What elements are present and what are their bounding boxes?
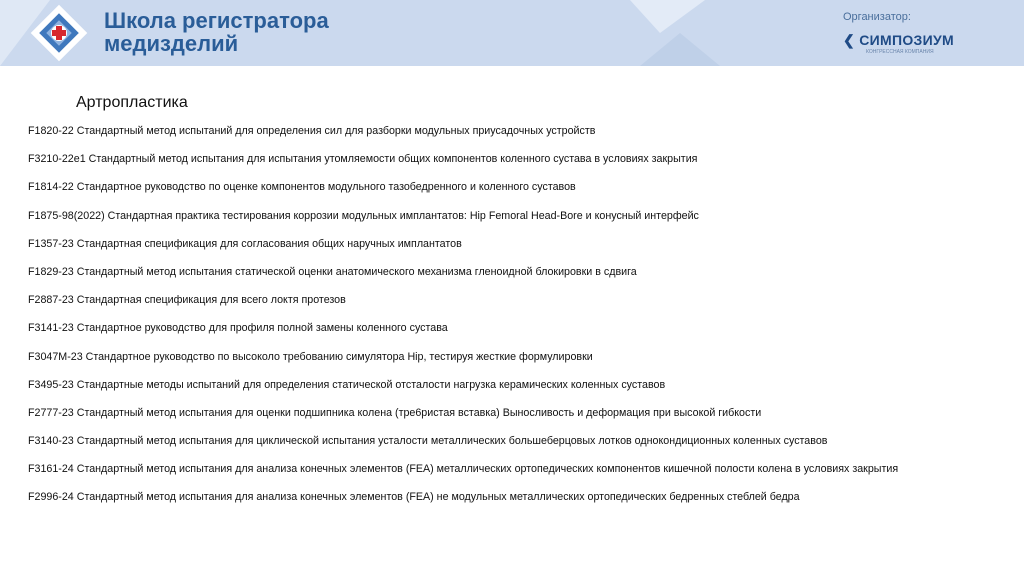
list-item: F3161-24 Стандартный метод испытания для анализа конечных элементов (FEA) металлических ортопедических компонентов кишечной полости колена в условиях закрытия — [28, 463, 899, 476]
list-item: F2996-24 Стандартный метод испытания для анализа конечных элементов (FEA) не модульных металлических ортопедических бедренных стеблей бедра — [28, 491, 800, 504]
decor-triangle — [640, 33, 720, 66]
organizer-swoosh-icon: ❮ — [843, 32, 856, 48]
list-item: F1820-22 Стандартный метод испытаний для определения сил для разборки модульных приусадочных устройств — [28, 125, 596, 137]
decor-triangle — [630, 0, 705, 33]
brand-title — [104, 9, 329, 55]
organizer-tagline: КОНГРЕССНАЯ КОМПАНИЯ — [866, 49, 934, 55]
brand-line-1: Школа регистратора — [104, 8, 329, 33]
list-item: F1357-23 Стандартная спецификация для согласования общих наручных имплантатов — [28, 237, 462, 250]
slide-title: Артропластика — [76, 94, 188, 111]
organizer-logo — [843, 32, 954, 49]
list-item: F3141-23 Стандартное руководство для профиля полной замены коленного сустава — [28, 322, 448, 335]
school-logo-icon — [30, 4, 88, 62]
brand-line-2: медизделий — [104, 31, 239, 56]
list-item: F1814-22 Стандартное руководство по оценке компонентов модульного тазобедренного и коленного суставов — [28, 181, 576, 194]
list-item: F1829-23 Стандартный метод испытания статической оценки анатомического механизма гленоидной блокировки в сдвига — [28, 265, 637, 278]
list-item: F3047M-23 Стандартное руководство по высоколо требованию симулятора Hip, тестируя жесткие формулировки — [28, 350, 593, 363]
list-item: F3495-23 Стандартные методы испытаний для определения статической отсталости нагрузка керамических коленных суставов — [28, 378, 666, 391]
standards-list — [28, 125, 898, 520]
header-banner — [0, 0, 1024, 66]
organizer-label: Организатор: — [843, 11, 911, 23]
list-item: F1875-98(2022) Стандартная практика тестирования коррозии модульных имплантатов: Hip Femoral Head-Bore и конусный интерфейс — [28, 209, 699, 222]
list-item: F3210-22e1 Стандартный метод испытания для испытания утомляемости общих компонентов коленного сустава в условиях закрытия — [28, 153, 698, 166]
list-item: F2887-23 Стандартная спецификация для всего локтя протезов — [28, 294, 346, 307]
list-item: F2777-23 Стандартный метод испытания для оценки подшипника колена (тре6ристая вставка) Выносливость и деформация при высокой гибкости — [28, 406, 762, 419]
list-item: F3140-23 Стандартный метод испытания для циклической испытания усталости металлических большеберцовых лотков однокондиционных коленных суставов — [28, 435, 828, 448]
organizer-name: СИМПОЗИУМ — [859, 32, 954, 48]
